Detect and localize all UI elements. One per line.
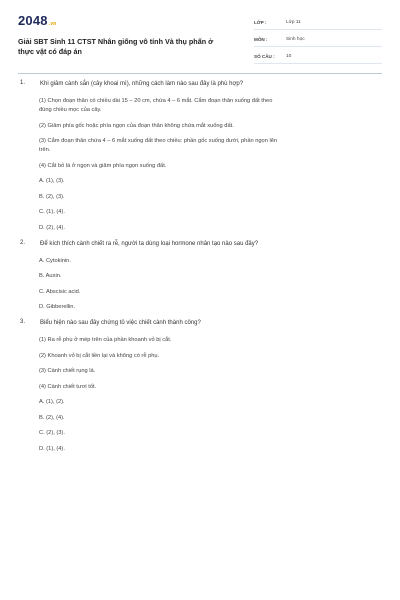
statement: (1) Ra rễ phụ ở mép trên của phần khoanh vỏ bị cắt.: [39, 337, 172, 343]
question-list: [20, 78, 378, 460]
statement: (4) Cành chiết tươi tốt.: [39, 383, 97, 390]
answer-option-b[interactable]: B. (2), (4).: [39, 414, 65, 421]
document-title: Giải SBT Sinh 11 CTST Nhân giống vô tính Và thụ phấn ở thực vật có đáp án: [18, 37, 214, 56]
answer-option-a[interactable]: A. Cytokinin.: [39, 257, 71, 264]
statement: trên.: [39, 147, 51, 153]
question-text: Khi giâm cành sắn (cây khoai mì), những cách làm nào sau đây là phù hợp?: [40, 81, 244, 87]
answer-option-b[interactable]: B. (2), (3).: [39, 193, 65, 200]
answer-option-c[interactable]: C. Abscisic acid.: [39, 288, 81, 295]
brand-block: [18, 14, 248, 57]
answer-option-d[interactable]: D. (2), (4).: [39, 224, 65, 231]
answer-option-d[interactable]: D. Gibberellin.: [39, 304, 76, 310]
meta-subject: MÔN : Sinh học: [254, 33, 382, 47]
answer-option-a[interactable]: A. (1), (2).: [39, 399, 65, 405]
question-number: 1.: [20, 80, 26, 86]
statement: (2) Giâm phía gốc hoặc phía ngọn của đoạn thân không chứa mắt xuống đất.: [39, 122, 234, 129]
answer-option-d[interactable]: D. (1), (4).: [39, 445, 65, 452]
question-1: [20, 80, 378, 233]
statement: đúng chiều mọc của cây.: [39, 107, 102, 113]
answer-option-c[interactable]: C. (2), (3).: [39, 430, 65, 436]
question-number: 2.: [20, 239, 26, 246]
answer-option-a[interactable]: A. (1), (3).: [39, 178, 65, 184]
site-logo[interactable]: 2048.vn: [18, 13, 57, 28]
meta-class: LỚP : Lớp 11: [254, 16, 382, 30]
page-header: [18, 14, 382, 76]
question-number: 3.: [20, 319, 26, 325]
answer-option-c[interactable]: C. (1), (4).: [39, 209, 65, 215]
answer-option-b[interactable]: B. Auxin.: [39, 273, 62, 279]
document-meta: [254, 16, 382, 64]
header-divider: [18, 73, 382, 74]
statement: (3) Cành chiết rụng lá.: [39, 368, 96, 374]
statement: (3) Cắm đoạn thân chứa 4 – 6 mắt xuống đất theo chiều: phần gốc xuống dưới, phần ngọn lên: [39, 138, 278, 144]
statement: (1) Chọn đoạn thân có chiều dài 15 – 20 cm, chứa 4 – 6 mắt. Cắm đoạn thân xuống đất theo: [39, 98, 273, 104]
question-text: Biểu hiện nào sau đây chứng tỏ việc chiết cành thành công?: [40, 320, 201, 326]
question-2: [20, 240, 378, 313]
statement: (4) Cắt bỏ lá ở ngọn và giâm phía ngọn xuống đất.: [39, 162, 167, 169]
question-text: Để kích thích cành chiết ra rễ, người ta dùng loại hormone nhân tạo nào sau đây?: [40, 240, 259, 247]
statement: (2) Khoanh vỏ bị cắt liền lại và không có rễ phụ.: [39, 352, 160, 359]
meta-question-count: SỐ CÂU : 10: [254, 50, 382, 64]
question-3: [20, 319, 378, 454]
